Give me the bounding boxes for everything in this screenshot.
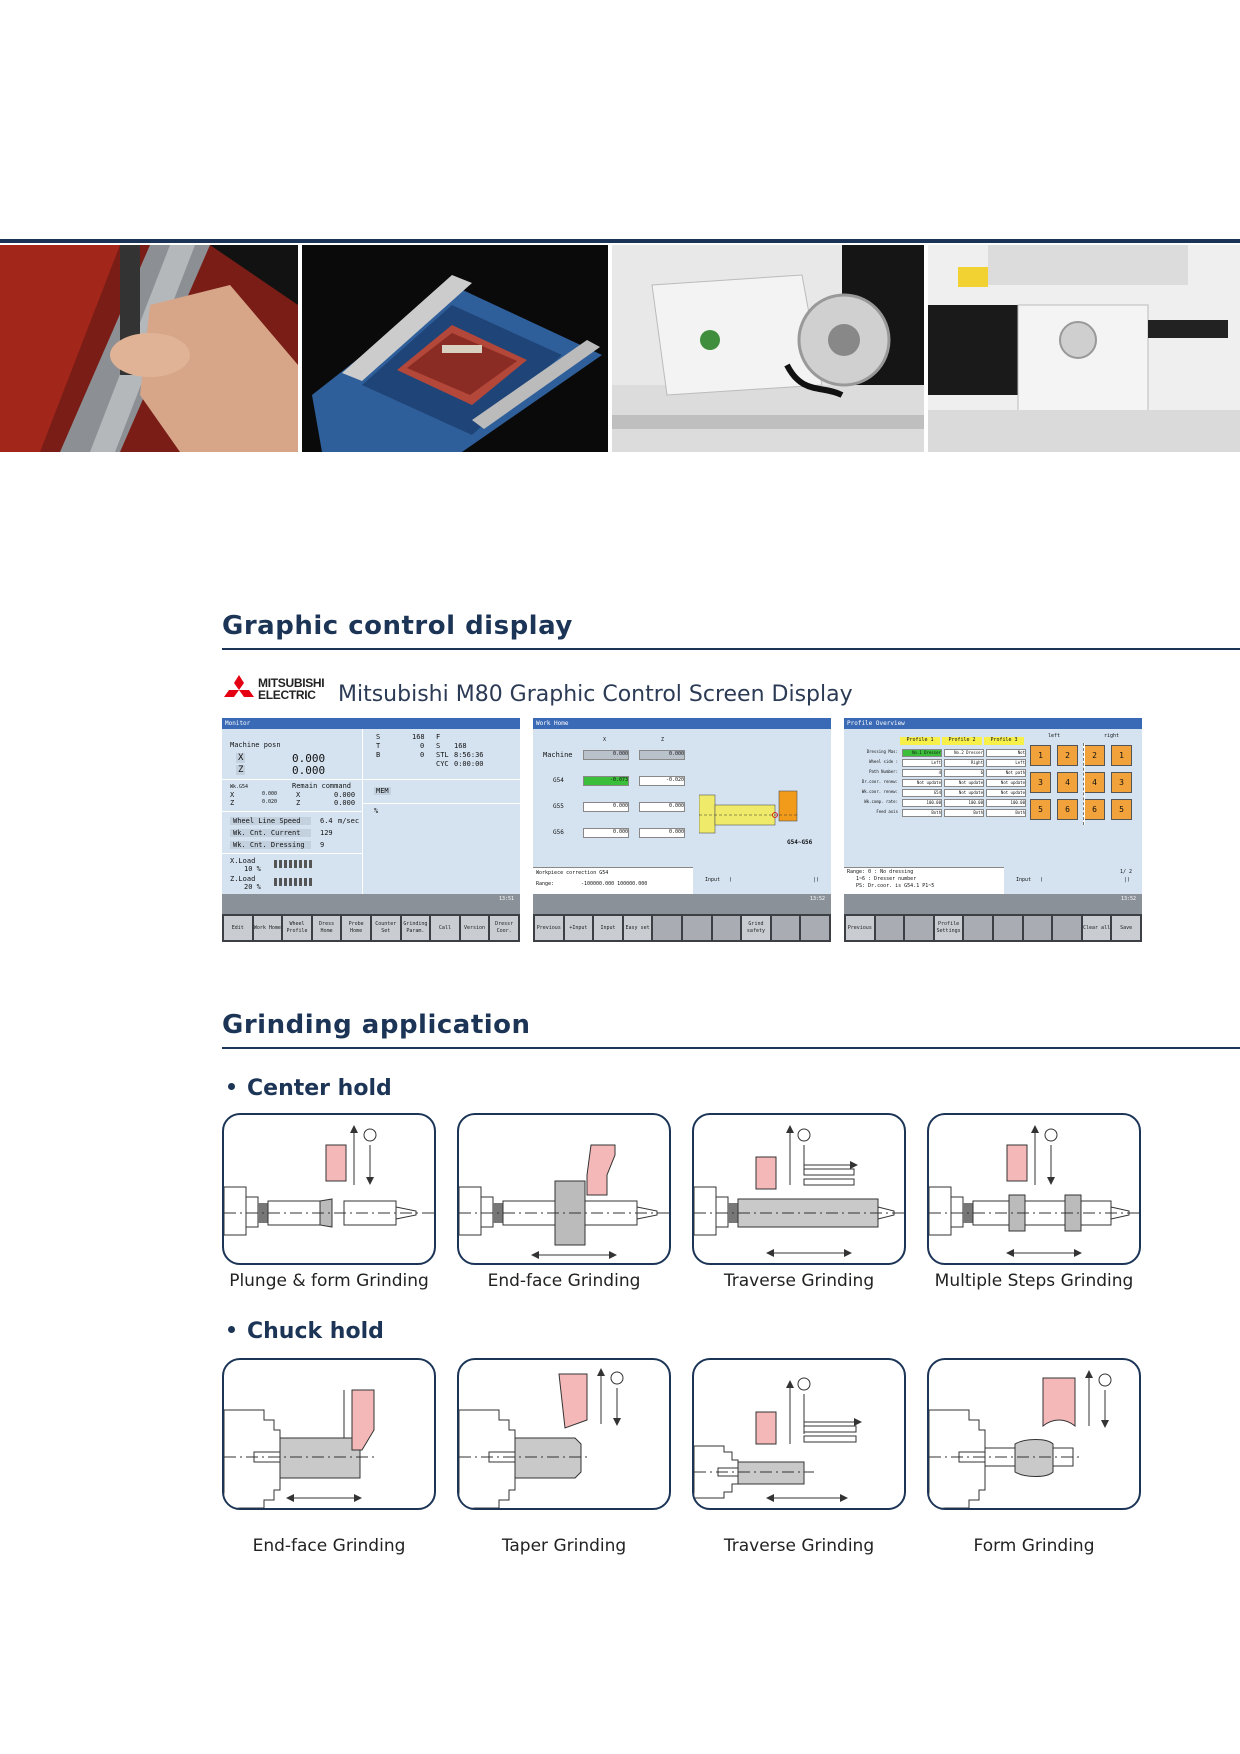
clock: 13:51 — [498, 896, 514, 902]
profile-cell[interactable]: Left — [986, 759, 1026, 767]
dresser-tile[interactable]: 5 — [1030, 799, 1051, 820]
profile-cell[interactable]: Not update — [944, 789, 984, 797]
row-g54-z[interactable]: -0.020 — [639, 776, 685, 786]
caption-end-face-grinding-center: End-face Grinding — [487, 1271, 641, 1291]
screen-monitor — [222, 718, 520, 942]
card-taper-grinding — [457, 1358, 671, 1510]
profile-cell[interactable]: Both — [902, 809, 942, 817]
softkey-dresser-coor[interactable]: Dressr Coor. — [490, 916, 518, 940]
profile-cell[interactable]: 100.00 — [986, 799, 1026, 807]
offset-range-label: G54~G56 — [787, 839, 813, 846]
softkey-plus-input[interactable]: +Input — [565, 916, 593, 940]
profile-cell[interactable]: 100.00 — [902, 799, 942, 807]
z-load-label: Z.Load — [230, 875, 256, 883]
screen-work-home — [533, 718, 831, 942]
cyc-label: CYC — [436, 760, 449, 768]
profile-cell[interactable]: G54 — [902, 789, 942, 797]
screen-title-bar: Monitor — [222, 718, 520, 729]
softkey-previous[interactable]: Previous — [846, 916, 874, 940]
remain-command-label: Remain command — [292, 782, 352, 790]
softkey-blank-5[interactable] — [653, 916, 681, 940]
profile-3-header: Profile 3 — [984, 737, 1024, 745]
range-value: -100000.000 100000.000 — [581, 881, 648, 887]
softkey-blank-7[interactable] — [1024, 916, 1052, 940]
photo-tailstock — [928, 245, 1240, 452]
range-line-1: Range: 0 : No dressing — [847, 869, 914, 875]
workpiece-correction-info: Workpiece correction G54 — [536, 870, 609, 876]
dresser-tile[interactable]: 3 — [1030, 772, 1051, 793]
wk-cnt-current-value: 129 — [320, 829, 333, 837]
input-field-close: |) — [1124, 877, 1131, 883]
photo-table-casting — [302, 245, 608, 452]
wk-cnt-dressing-label: Wk. Cnt. Dressing — [230, 841, 311, 849]
wheel-line-speed-unit: m/sec — [338, 817, 360, 825]
center-hold-title: Center hold — [247, 1076, 392, 1101]
dresser-tile[interactable]: 4 — [1057, 772, 1078, 793]
section-rule — [222, 1047, 1240, 1049]
screen-body — [533, 729, 831, 894]
mitsubishi-diamonds-icon — [222, 675, 256, 705]
softkey-blank-3[interactable] — [905, 916, 933, 940]
multiple-steps-grinding-diagram — [929, 1115, 1139, 1263]
profile-2-header: Profile 2 — [942, 737, 982, 745]
row-machine-label: Machine — [543, 751, 573, 759]
profile-row — [846, 749, 1026, 757]
dresser-tile[interactable]: 6 — [1057, 799, 1078, 820]
remain-x-value-1: 0.000 — [262, 791, 278, 797]
right-side-label: right — [1104, 733, 1120, 739]
row-machine-z: 0.000 — [639, 750, 685, 760]
b-label: B — [376, 751, 381, 759]
caption-form-grinding: Form Grinding — [973, 1536, 1095, 1556]
screen-status-bar — [222, 894, 520, 914]
softkey-blank-10[interactable] — [801, 916, 829, 940]
profile-row-label: Dr.coor. renew: — [861, 779, 898, 784]
feed-f-label: F — [436, 733, 441, 741]
profile-cell[interactable]: Not path — [986, 769, 1026, 777]
softkey-call[interactable]: Call — [431, 916, 459, 940]
profile-cell[interactable]: Not update — [986, 789, 1026, 797]
row-machine-x: 0.000 — [583, 750, 629, 760]
traverse-grinding-diagram — [694, 1115, 904, 1263]
z-load-bar — [274, 878, 314, 886]
softkey-clear-all[interactable]: Clear all — [1083, 916, 1111, 940]
softkey-edit[interactable]: Edit — [224, 916, 252, 940]
remain-z-value-1: 0.020 — [262, 799, 278, 805]
softkey-bar — [533, 914, 831, 942]
softkey-dress-home[interactable]: Dress Home — [313, 916, 341, 940]
cyc-value: 0:00:00 — [454, 760, 484, 768]
wk-cnt-dressing-value: 9 — [320, 841, 325, 849]
s2-label: S — [436, 742, 441, 750]
dresser-tile[interactable]: 1 — [1111, 745, 1132, 766]
profile-rows — [846, 749, 1026, 819]
dresser-tile[interactable]: 2 — [1057, 745, 1078, 766]
profile-cell[interactable]: Both — [944, 809, 984, 817]
softkey-input[interactable]: Input — [594, 916, 622, 940]
subsection-center-hold — [228, 1076, 392, 1101]
profile-row-label: Path Number: — [869, 769, 898, 774]
softkey-blank-9[interactable] — [772, 916, 800, 940]
input-label: Input — [705, 877, 721, 883]
chuck-hold-title: Chuck hold — [247, 1319, 384, 1344]
section-rule — [222, 648, 1240, 650]
plunge-grinding-diagram — [224, 1115, 434, 1263]
dresser-tile[interactable]: 6 — [1084, 799, 1105, 820]
dresser-tile[interactable]: 4 — [1084, 772, 1105, 793]
profile-row — [846, 809, 1026, 817]
dresser-tile[interactable]: 5 — [1111, 799, 1132, 820]
wheel-line-speed-label: Wheel Line Speed — [230, 817, 311, 825]
stl-label: STL — [436, 751, 449, 759]
softkey-version[interactable]: Version — [461, 916, 489, 940]
screen-body — [844, 729, 1142, 894]
remain-x-label: X — [230, 791, 235, 799]
row-g55-x[interactable]: 0.000 — [583, 802, 629, 812]
profile-row — [846, 789, 1026, 797]
softkey-blank-8[interactable] — [1053, 916, 1081, 940]
bullet-icon — [228, 1326, 235, 1333]
profile-row — [846, 759, 1026, 767]
card-end-face-grinding-chuck — [222, 1358, 436, 1510]
softkey-grinding-param[interactable]: Grinding Param. — [402, 916, 430, 940]
softkey-blank-7[interactable] — [713, 916, 741, 940]
section-title-grinding-application: Grinding application — [222, 1010, 531, 1040]
clock: 13:52 — [1120, 896, 1136, 902]
screen-title-bar: Work Home — [533, 718, 831, 729]
section-title-graphic-control: Graphic control display — [222, 611, 573, 641]
profile-cell[interactable]: Not update — [902, 779, 942, 787]
bullet-icon — [228, 1083, 235, 1090]
wheel-line-speed-value: 6.4 — [320, 817, 333, 825]
softkey-bar — [844, 914, 1142, 942]
profile-cell[interactable]: Not — [986, 749, 1026, 757]
profile-table — [846, 737, 1024, 745]
profile-cell[interactable]: Left — [902, 759, 942, 767]
row-g55-label: G55 — [553, 803, 564, 810]
spindle-s-value: 168 — [412, 733, 425, 741]
profile-cell[interactable]: 100.00 — [944, 799, 984, 807]
mem-label: MEM — [376, 787, 389, 795]
profile-cell[interactable]: Both — [986, 809, 1026, 817]
s2-value: 168 — [454, 742, 467, 750]
softkey-easy-set[interactable]: Easy set — [624, 916, 652, 940]
remain-z-value-2: 0.000 — [334, 799, 356, 807]
row-g56-x[interactable]: 0.000 — [583, 828, 629, 838]
chuck-traverse-grinding-diagram — [694, 1360, 904, 1508]
caption-traverse-grinding-center: Traverse Grinding — [723, 1271, 875, 1291]
profile-cell[interactable]: 4 — [902, 769, 942, 777]
profile-row — [846, 799, 1026, 807]
wk-cnt-current-label: Wk. Cnt. Current — [230, 829, 311, 837]
screen-display-subtitle: Mitsubishi M80 Graphic Control Screen Display — [338, 682, 853, 707]
column-x-header: X — [603, 737, 607, 743]
dresser-tile[interactable]: 1 — [1030, 745, 1051, 766]
card-multiple-steps-grinding — [927, 1113, 1141, 1265]
z-load-value: 20 % — [244, 883, 261, 891]
axis-z-label: Z — [238, 765, 244, 775]
stl-value: 8:56:36 — [454, 751, 484, 759]
card-form-grinding — [927, 1358, 1141, 1510]
remain-z-label: Z — [230, 799, 235, 807]
profile-1-header: Profile 1 — [900, 737, 940, 745]
softkey-blank-2[interactable] — [876, 916, 904, 940]
screen-status-bar — [533, 894, 831, 914]
clock: 13:52 — [809, 896, 825, 902]
softkey-bar — [222, 914, 520, 942]
spindle-s-label: S — [376, 733, 381, 741]
row-g55-z[interactable]: 0.000 — [639, 802, 685, 812]
x-load-bar — [274, 860, 314, 868]
softkey-blank-6[interactable] — [683, 916, 711, 940]
range-line-2: 1~6 : Dresser number — [856, 876, 917, 882]
profile-row-label: Feed axis — [876, 809, 898, 814]
left-side-label: left — [1048, 733, 1061, 739]
remain-x-value-2: 0.000 — [334, 791, 356, 799]
workpiece-diagram — [699, 789, 811, 841]
axis-z-value: 0.000 — [292, 764, 326, 777]
axis-x-value: 0.000 — [292, 752, 326, 765]
page-indicator: 1/ 2 — [1120, 869, 1133, 875]
input-field-close: |) — [813, 877, 820, 883]
caption-traverse-grinding-chuck: Traverse Grinding — [723, 1536, 875, 1556]
profile-cell[interactable]: 6 — [944, 769, 984, 777]
mitsubishi-logo — [222, 675, 325, 707]
logo-line-2: ELECTRIC — [258, 688, 316, 702]
input-label: Input — [1016, 877, 1032, 883]
screen-profile-overview — [844, 718, 1142, 942]
profile-row — [846, 769, 1026, 777]
percent-label: % — [374, 807, 379, 815]
input-field-open[interactable]: ( — [729, 877, 733, 883]
card-plunge-form-grinding — [222, 1113, 436, 1265]
tool-t-label: T — [376, 742, 381, 750]
x-load-label: X.Load — [230, 857, 256, 865]
softkey-blank-6[interactable] — [994, 916, 1022, 940]
x-load-value: 10 % — [244, 865, 261, 873]
photo-slideway-scraping — [0, 245, 298, 452]
taper-grinding-diagram — [459, 1360, 669, 1508]
row-g54-label: G54 — [553, 777, 564, 784]
work-offset-label: Wk.G54 — [230, 784, 249, 790]
dresser-tile[interactable]: 2 — [1084, 745, 1105, 766]
input-field-open[interactable]: ( — [1040, 877, 1044, 883]
caption-end-face-grinding-chuck: End-face Grinding — [252, 1536, 406, 1556]
machine-position-label: Machine posn — [230, 741, 281, 749]
softkey-wheel-profile[interactable]: Wheel Profile — [283, 916, 311, 940]
photo-workhead — [612, 245, 924, 452]
subsection-chuck-hold — [228, 1319, 384, 1344]
b-value: 0 — [420, 751, 425, 759]
screen-title-bar: Profile Overview — [844, 718, 1142, 729]
end-face-grinding-diagram — [459, 1115, 669, 1263]
photo-strip-top-rule — [0, 239, 1240, 243]
softkey-work-home[interactable]: Work Home — [254, 916, 282, 940]
tool-t-value: 0 — [420, 742, 425, 750]
row-g54-x[interactable]: -0.073 — [583, 776, 629, 786]
profile-row-label: Wk.comp. rate: — [864, 799, 898, 804]
screen-status-bar — [844, 894, 1142, 914]
form-grinding-diagram — [929, 1360, 1139, 1508]
profile-row — [846, 779, 1026, 787]
logo-line-1: MITSUBISHI — [258, 676, 325, 690]
profile-cell[interactable]: Right — [944, 759, 984, 767]
profile-cell[interactable]: Not update — [944, 779, 984, 787]
card-end-face-grinding-center — [457, 1113, 671, 1265]
profile-cell[interactable]: No.1 Dresser — [902, 749, 942, 757]
profile-row-label: Dressing Mas: — [866, 749, 898, 754]
column-z-header: Z — [661, 737, 665, 743]
profile-row-label: Wheel side : — [869, 759, 898, 764]
remain-z-label-2: Z — [296, 799, 301, 807]
softkey-save[interactable]: Save — [1112, 916, 1140, 940]
softkey-profile-settings[interactable]: Profile Settings — [935, 916, 963, 940]
softkey-grind-safety[interactable]: Grind safety — [742, 916, 770, 940]
remain-x-label-2: X — [296, 791, 301, 799]
screen-body — [222, 729, 520, 894]
softkey-blank-5[interactable] — [964, 916, 992, 940]
softkey-previous[interactable]: Previous — [535, 916, 563, 940]
caption-plunge-form-grinding: Plunge & form Grinding — [229, 1271, 429, 1291]
profile-row-label: Wk.coor. renew: — [861, 789, 898, 794]
range-label: Range: — [536, 881, 555, 887]
card-traverse-grinding-chuck — [692, 1358, 906, 1510]
softkey-counter-set[interactable]: Counter Set — [372, 916, 400, 940]
row-g56-label: G56 — [553, 829, 564, 836]
profile-cell[interactable]: No.2 Dresser — [944, 749, 984, 757]
caption-taper-grinding: Taper Grinding — [501, 1536, 627, 1556]
axis-x-label: X — [238, 753, 244, 763]
caption-multiple-steps-grinding: Multiple Steps Grinding — [934, 1271, 1134, 1291]
profile-cell[interactable]: Not update — [986, 779, 1026, 787]
card-traverse-grinding-center — [692, 1113, 906, 1265]
softkey-probe-home[interactable]: Probe Home — [342, 916, 370, 940]
range-line-3: PS: Dr.coor. is G54.1 P1~5 — [856, 883, 935, 889]
chuck-end-face-grinding-diagram — [224, 1360, 434, 1508]
row-g56-z[interactable]: 0.000 — [639, 828, 685, 838]
dresser-tile[interactable]: 3 — [1111, 772, 1132, 793]
